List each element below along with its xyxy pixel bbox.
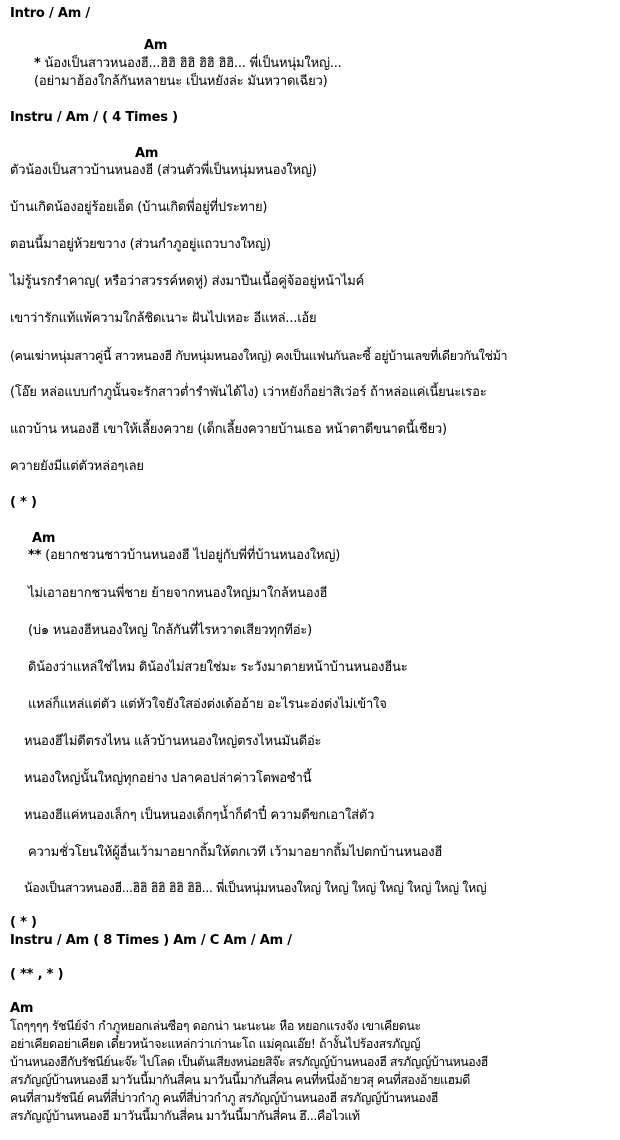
outro-line: อย่าเคียดอย่าเคียด เดี๋ยวหน้าจะแหล่กว่าเก่านะโถ แม่คุณเอ๊ย! ถ้างั้นไปร้องสรภัญญ์ — [10, 1036, 421, 1051]
outro-line: บ้านหนองฮีกับรัชนีย์นะจ๊ะ ไปโลด เป็นต้นเสียงหน่อยสิจ๊ะ สรภัญญ์บ้านหนองฮี สรภัญญ์บ้านหนองฮี — [10, 1054, 488, 1069]
chorus-line: แหล่ก็แหล่แต่ตัว แต่หัวใจยังใสอ่งต่งเด้ออ้าย อะไรนะอ่งต่งไม่เข้าใจ — [28, 697, 387, 712]
verse1-line1 — [34, 56, 342, 72]
outro-chord: Am — [10, 1001, 34, 1016]
chorus-line: ความชั่วโยนให้ผู้อื่นเว้ามาอยากถิ้มให้ตกเวที เว้ามาอยากถิ้มไปตกบ้านหนองฮี — [28, 845, 443, 860]
instru1-line: Instru / Am / ( 4 Times ) — [10, 110, 178, 125]
verse1-chord: Am — [144, 38, 168, 53]
verse2-line: (โอ๊ย หล่อแบบกำภูนั้นจะรักสาวต่ำรำพันได้ไง) เว่าหยังก็อย่าสิเว่อร์ ถ้าหล่อแค่เนี้ยนะเรอะ — [10, 385, 487, 400]
verse1-marker: * — [34, 56, 41, 71]
ref2-line: ( * ) — [10, 915, 37, 930]
chorus-line: ไม่เอาอยากชวนพี่ชาย ย้ายจากหนองใหญ่มาใกล้หนองฮี — [28, 586, 328, 601]
outro-line: โถๆๆๆๆ รัชนีย์จ๋า กำภูหยอกเล่นซือๆ ดอกน่า นะนะนะ หือ หยอกแรงจัง เขาเคียดนะ — [10, 1018, 421, 1033]
chorus-line: น้องเป็นสาวหนองฮี...ฮิฮิ ฮิฮิ ฮิฮิ ฮิฮิ... พี่เป็นหนุ่มหนองใหญ่ ใหญ่ ใหญ่ ใหญ่ ใหญ่ ใหญ่ ใหญ่ — [24, 880, 487, 895]
ref3-line: ( ** , * ) — [10, 967, 64, 982]
verse1-line2: (อย่ามาฮ้องใกล้กันหลายนะ เป็นหยังล่ะ มันหวาดเฉียว) — [34, 74, 328, 89]
outro-line: คนที่สามรัชนีย์ คนที่สี่บ่าวกำภู คนที่สี่บ่าวกำภู สรภัญญ์บ้านหนองฮี สรภัญญ์บ้านหนองฮี — [10, 1090, 438, 1105]
chorus-line: ดิน้องว่าแหล่ใช่ไหม ดิน้องไม่สวยใช่มะ ระวังมาตายหน้าบ้านหนองฮีนะ — [28, 660, 408, 675]
chorus-line: หนองฮีแค่หนองเล็กๆ เป็นหนองเด็กๆน้ำก็ดำปี๋ ความดีขกเอาใส่ตัว — [24, 808, 375, 823]
instru2-line: Instru / Am ( 8 Times ) Am / C Am / Am / — [10, 933, 292, 948]
verse2-line: ควายยังมีแต่ตัวหล่อๆเลย — [10, 459, 144, 474]
chorus-marker: ** — [28, 548, 42, 563]
verse2-line: เขาว่ารักแท้แพ้ความใกล้ชิดเนาะ ฝันไปเหอะ อีแหล่...เอ้ย — [10, 311, 317, 326]
outro-line: สรภัญญ์บ้านหนองฮี มาวันนี้มากันสี่คน มาวันนี้มากันสี่คน คนที่หนึ่งอ้ายวสุ คนที่สองอ้ายแฮมดี — [10, 1072, 470, 1087]
chorus-chord: Am — [32, 531, 56, 546]
chorus-line: หนองใหญ่นั้นใหญ่ทุกอย่าง ปลาคอปล่าค่าวโตพอซำนี้ — [24, 771, 312, 786]
chorus-line1-text: (อยากชวนชาวบ้านหนองฮี ไปอยู่กับพี่ที่บ้านหนองใหญ่) — [41, 548, 341, 563]
verse2-line: ตัวน้องเป็นสาวบ้านหนองฮี (ส่วนตัวพี่เป็นหนุ่มหนองใหญ่) — [10, 163, 317, 178]
verse2-line: ไม่รู้นรกรำคาญ( หรือว่าสวรรค์หดหู่) ส่งมาปีนเนื้อคู่จ้ออยู่หน้าไมค์ — [10, 274, 365, 289]
verse2-line: บ้านเกิดน้องอยู่ร้อยเอ็ด (บ้านเกิดพี่อยู่ที่ประทาย) — [10, 200, 268, 215]
chorus-line1 — [28, 548, 340, 564]
verse1-line1-text: น้องเป็นสาวหนองฮี...ฮิฮิ ฮิฮิ ฮิฮิ ฮิฮิ... พี่เป็นหนุ่มใหญ่... — [40, 56, 342, 71]
chorus-line: หนองฮีไม่ดีตรงไหน แล้วบ้านหนองใหญ่ตรงไหนมันดีอ่ะ — [24, 734, 322, 749]
verse2-line: ตอนนี้มาอยู่ห้วยขวาง (ส่วนกำภูอยู่แถวบางใหญ่) — [10, 237, 271, 252]
verse2-chord: Am — [135, 146, 159, 161]
verse2-line: (คนเฆ่าหนุ่มสาวคู่นี้ สาวหนองฮี กับหนุ่มหนองใหญ่) คงเป็นแฟนกันละซี้ อยู่บ้านเลขที่เดียวกันใช่ม้า — [10, 348, 508, 363]
intro-line: Intro / Am / — [10, 6, 90, 21]
chorus-line: (บ่๑ หนองฮีหนองใหญ่ ใกล้กันที่ไรหวาดเสียวทุกทีอ่ะ) — [28, 623, 313, 638]
outro-line: สรภัญญ์บ้านหนองฮี มาวันนี้มากันสี่คน มาวันนี้มากันสี่คน ฮึ...คือไวแท้ — [10, 1108, 360, 1123]
verse2-line: แถวบ้าน หนองฮี เขาให้เลี้ยงควาย (เด็กเลี้ยงควายบ้านเธอ หน้าตาดีขนาดนี้เชียว) — [10, 422, 447, 437]
ref1-line: ( * ) — [10, 495, 37, 510]
